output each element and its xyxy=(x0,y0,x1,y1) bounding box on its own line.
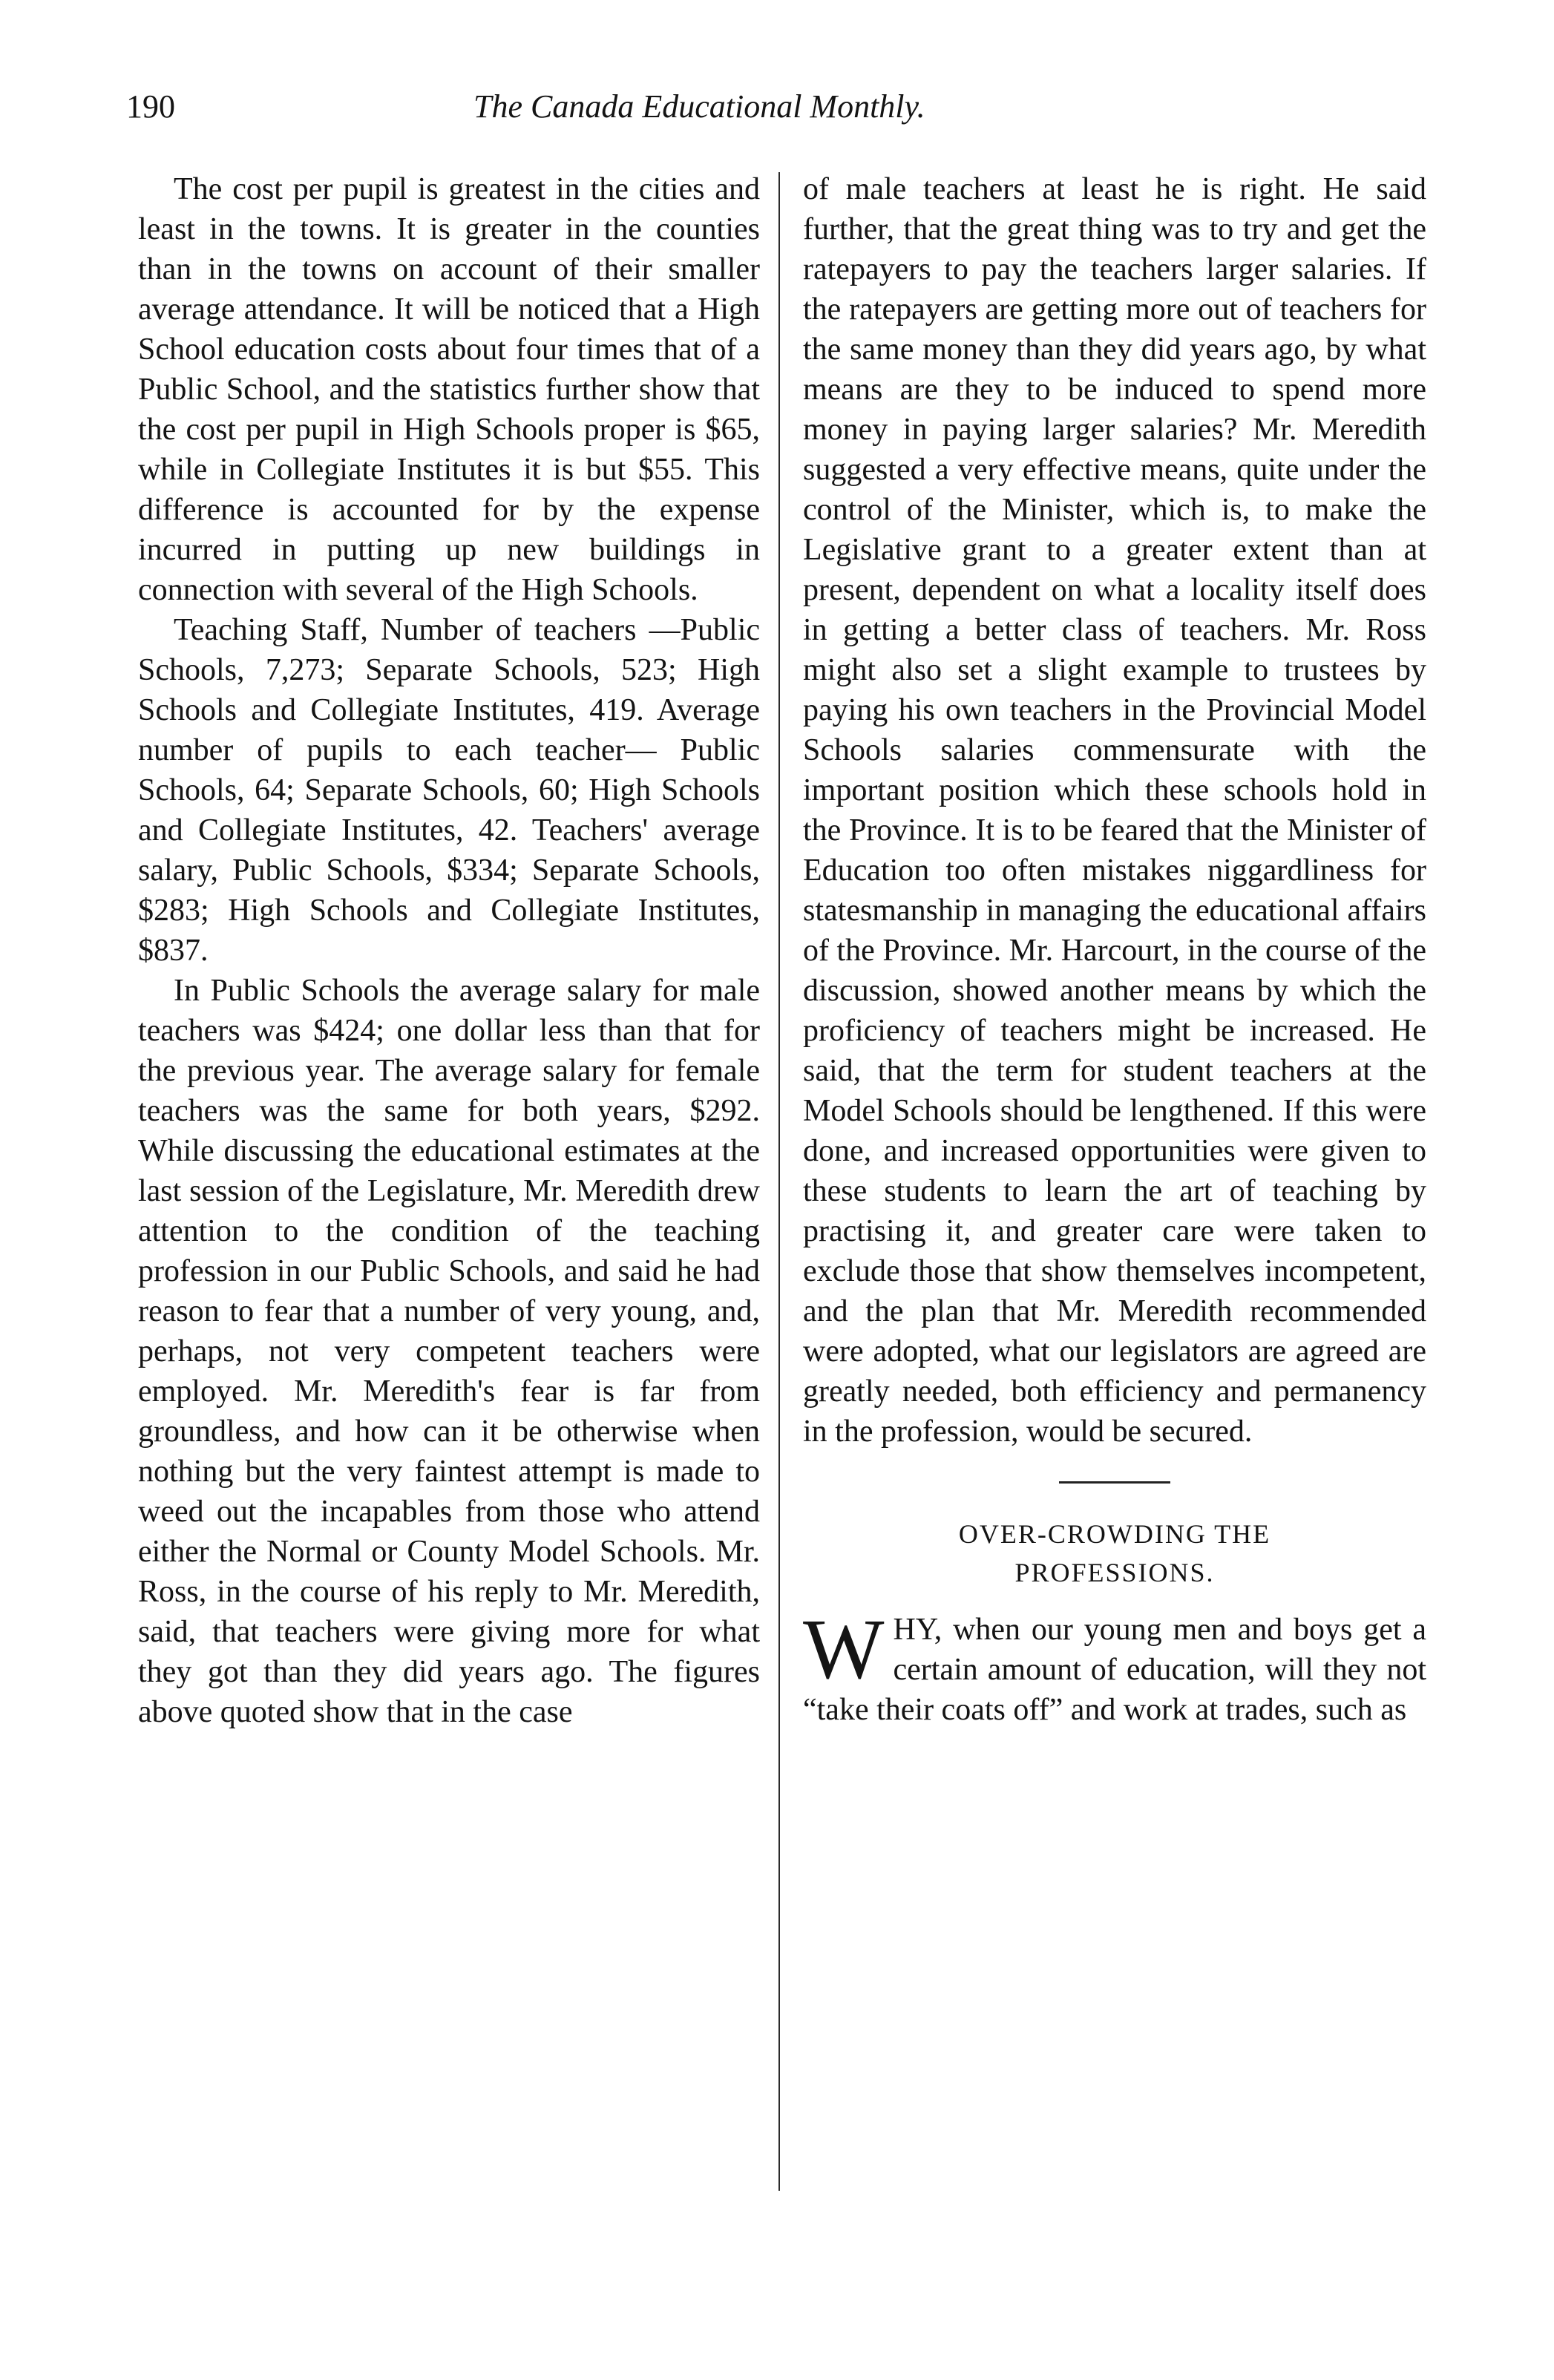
section-title-line-1: OVER-CROWDING THE xyxy=(958,1519,1271,1549)
paragraph-over-crowding-text: HY, when our young men and boys get a certain amount of education, will they not “take their coats off” and work at trades, such as xyxy=(803,1613,1426,1727)
paragraph-public-school-salaries: In Public Schools the average salary for male teachers was $424; one dollar less than that for the previous year. The average salary for female teachers was the same for both years, $292. While discussing the educational estimates at the last session of the Legislature, Mr. Meredith drew attention to the condition of the teaching profession in our Public Schools, and said he had reason to fear that a number of very young, and, perhaps, not very competent teachers were employed. Mr. Meredith's fear is far from groundless, and how can it be otherwise when nothing but the very faintest attempt is made to weed out the incapables from those who attend either the Normal or County Model Schools. Mr. Ross, in the course of his reply to Mr. Meredith, said, that teachers were giving more for what they got than they did years ago. The figures above quoted show that in the case xyxy=(138,974,760,1729)
running-title: The Canada Educational Monthly. xyxy=(473,88,925,125)
column-divider xyxy=(778,172,780,2191)
right-column xyxy=(803,169,1426,1730)
page-header xyxy=(126,88,1121,140)
paragraph-continued: of male teachers at least he is right. He said further, that the great thing was to try and get the ratepayers to pay the teachers larger salaries. If the ratepayers are getting more out of teachers for the same money than they did years ago, by what means are they to be induced to spend more money in paying larger salaries? Mr. Meredith suggested a very effective means, quite under the control of the Minister, which is, to make the Legislative grant to a greater extent than at present, dependent on what a locality itself does in getting a better class of teachers. Mr. Ross might also set a slight example to trustees by paying his own teachers in the Provincial Model Schools salaries commensurate with the important position which these schools hold in the Province. It is to be feared that the Minister of Education too often mistakes niggardliness for statesmanship in managing the educational affairs of the Province. Mr. Harcourt, in the course of the discussion, showed another means by which the proficiency of teachers might be increased. He said, that the term for student teachers at the Model Schools should be lengthened. If this were done, and increased opportunities were given to these students to learn the art of teaching by practising it, and greater care were taken to exclude those that show themselves incompetent, and the plan that Mr. Meredith recommended were adopted, what our legislators are agreed are greatly needed, both efficiency and permanency in the profession, would be secured. xyxy=(803,172,1426,1449)
section-divider xyxy=(1059,1481,1170,1484)
left-column xyxy=(138,169,760,1732)
page-number: 190 xyxy=(126,88,175,125)
paragraph-cost-per-pupil: The cost per pupil is greatest in the cities and least in the towns. It is greater in the counties than in the towns on account of their smaller average attendance. It will be noticed that a High School education costs about four times that of a Public School, and the statistics further show that the cost per pupil in High Schools proper is $65, while in Collegiate Institutes it is but $55. This difference is accounted for by the expense incurred in putting up new buildings in connection with several of the High Schools. xyxy=(138,172,760,607)
paragraph-teaching-staff: Teaching Staff, Number of teachers —Public Schools, 7,273; Separate Schools, 523; High Schools and Collegiate Institutes, 419. Average number of pupils to each teacher— Public Schools, 64; Separate Schools, 60; High Schools and Collegiate Institutes, 42. Teachers' average salary, Public Schools, $334; Separate Schools, $283; High Schools and Collegiate Institutes, $837. xyxy=(138,613,760,968)
paragraph-over-crowding xyxy=(803,1602,1426,1730)
section-title-line-2: PROFESSIONS. xyxy=(1014,1558,1215,1587)
section-title xyxy=(803,1515,1426,1592)
drop-cap: W xyxy=(803,1602,885,1697)
